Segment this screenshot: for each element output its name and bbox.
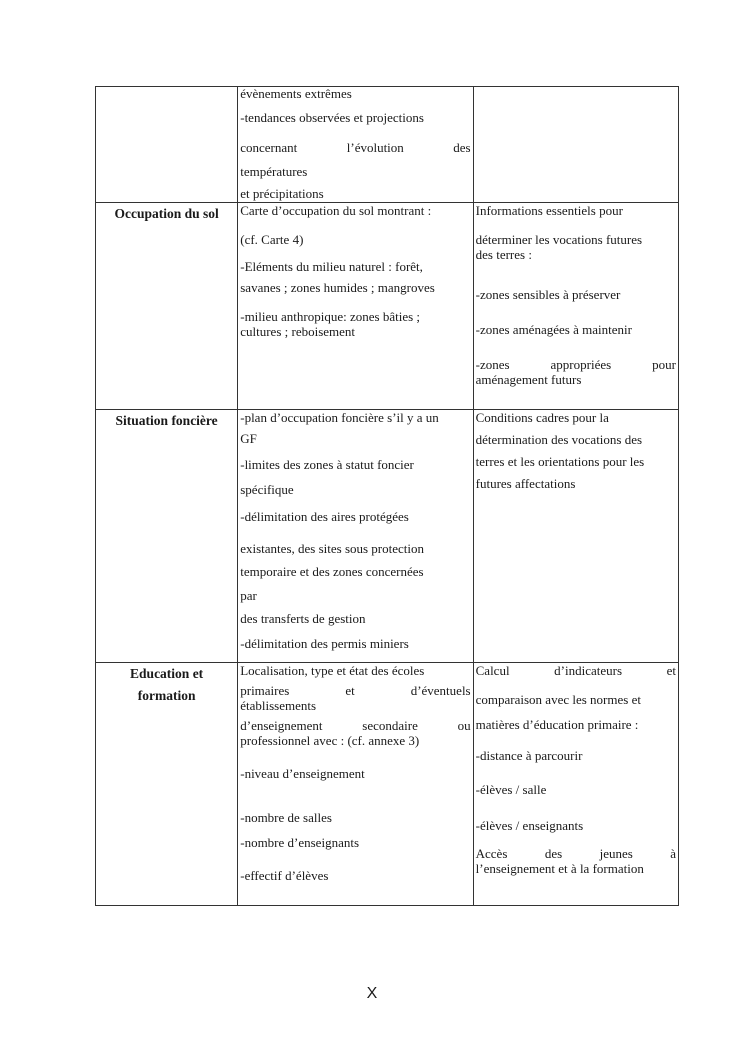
text-line: détermination des vocations des xyxy=(475,432,643,447)
word: des xyxy=(453,140,471,155)
text-line: Informations essentiels pour xyxy=(475,203,623,218)
text-line: -Eléments du milieu naturel : forêt, xyxy=(240,259,423,274)
text-line: temporaire et des zones concernées xyxy=(240,564,424,579)
word: primaires xyxy=(240,683,290,698)
text-line: -distance à parcourir xyxy=(475,748,583,763)
text-line: -tendances observées et projections xyxy=(240,110,424,125)
text-line: Carte d’occupation du sol montrant : xyxy=(240,203,432,218)
page-number: X xyxy=(366,985,378,1002)
word: Accès xyxy=(475,846,508,861)
requirements-table xyxy=(95,86,679,906)
text-line: savanes ; zones humides ; mangroves xyxy=(240,280,435,295)
word: et xyxy=(666,663,676,678)
table-row xyxy=(96,410,679,663)
justified-line xyxy=(476,846,676,861)
text-line: -plan d’occupation foncière s’il y a un xyxy=(240,410,439,425)
text-line: Conditions cadres pour la xyxy=(475,410,609,425)
text-line: -limites des zones à statut foncier xyxy=(240,457,414,472)
word: Calcul xyxy=(475,663,510,678)
word: -zones xyxy=(475,357,510,372)
word: secondaire xyxy=(362,718,418,733)
justified-line xyxy=(240,718,470,733)
text-line: des terres : xyxy=(475,247,532,262)
word: d’indicateurs xyxy=(554,663,623,678)
word: et xyxy=(345,683,355,698)
table-row xyxy=(96,203,679,410)
text-line: aménagement futurs xyxy=(475,372,582,387)
text-line: existantes, des sites sous protection xyxy=(240,541,425,556)
text-line: professionnel avec : (cf. annexe 3) xyxy=(240,733,420,748)
word: d’enseignement xyxy=(240,718,323,733)
word: d’éventuels xyxy=(410,683,471,698)
text-line: (cf. Carte 4) xyxy=(240,232,304,247)
text-line: des transferts de gestion xyxy=(240,611,366,626)
word: pour xyxy=(652,357,676,372)
justified-line xyxy=(240,140,470,155)
text-line: -niveau d’enseignement xyxy=(240,766,365,781)
text-line: futures affectations xyxy=(475,476,576,491)
text-line: -délimitation des aires protégées xyxy=(240,509,409,524)
text-line: spécifique xyxy=(240,482,294,497)
text-line: -élèves / enseignants xyxy=(475,818,584,833)
text-line: terres et les orientations pour les xyxy=(475,454,645,469)
text-line: -nombre de salles xyxy=(240,810,332,825)
text-line: GF xyxy=(240,431,257,446)
text-line: températures xyxy=(240,164,308,179)
justified-line xyxy=(240,683,470,698)
description-cell xyxy=(238,410,473,663)
text-line: -milieu anthropique: zones bâties ; xyxy=(240,309,421,324)
description-cell xyxy=(238,203,473,410)
justified-line xyxy=(476,663,676,678)
text-line: par xyxy=(240,588,257,603)
table-row xyxy=(96,87,679,203)
row-label-line: formation xyxy=(137,688,196,703)
objective-cell xyxy=(473,87,678,203)
text-line: -zones aménagées à maintenir xyxy=(475,322,632,337)
text-line: établissements xyxy=(240,698,317,713)
text-line: -élèves / salle xyxy=(475,782,547,797)
text-line: évènements extrêmes xyxy=(240,86,352,101)
word: concernant xyxy=(240,140,298,155)
objective-cell xyxy=(473,203,678,410)
row-label: Occupation du sol xyxy=(96,203,238,410)
word: jeunes xyxy=(599,846,633,861)
text-line: et précipitations xyxy=(240,186,324,201)
word: des xyxy=(544,846,563,861)
word: l’évolution xyxy=(346,140,404,155)
word: appropriées xyxy=(550,357,612,372)
text-line: -zones sensibles à préserver xyxy=(475,287,621,302)
text-line: matières d’éducation primaire : xyxy=(475,717,639,732)
objective-cell xyxy=(473,410,678,663)
word: à xyxy=(670,846,676,861)
text-line: déterminer les vocations futures xyxy=(475,232,643,247)
table-row xyxy=(96,663,679,906)
row-label: Situation foncière xyxy=(96,410,238,663)
description-cell xyxy=(238,87,473,203)
row-label xyxy=(96,663,238,906)
text-line: -effectif d’élèves xyxy=(240,868,329,883)
objective-cell xyxy=(473,663,678,906)
justified-line xyxy=(476,357,676,372)
text-line: l’enseignement et à la formation xyxy=(475,861,644,876)
text-line: comparaison avec les normes et xyxy=(475,692,641,707)
description-cell xyxy=(238,663,473,906)
text-line: -délimitation des permis miniers xyxy=(240,636,409,651)
text-line: -nombre d’enseignants xyxy=(240,835,360,850)
text-line: cultures ; reboisement xyxy=(240,324,356,339)
text-line: Localisation, type et état des écoles xyxy=(240,663,425,678)
word: ou xyxy=(457,718,471,733)
row-label-line: Education et xyxy=(130,666,204,681)
row-label-empty xyxy=(96,87,238,203)
